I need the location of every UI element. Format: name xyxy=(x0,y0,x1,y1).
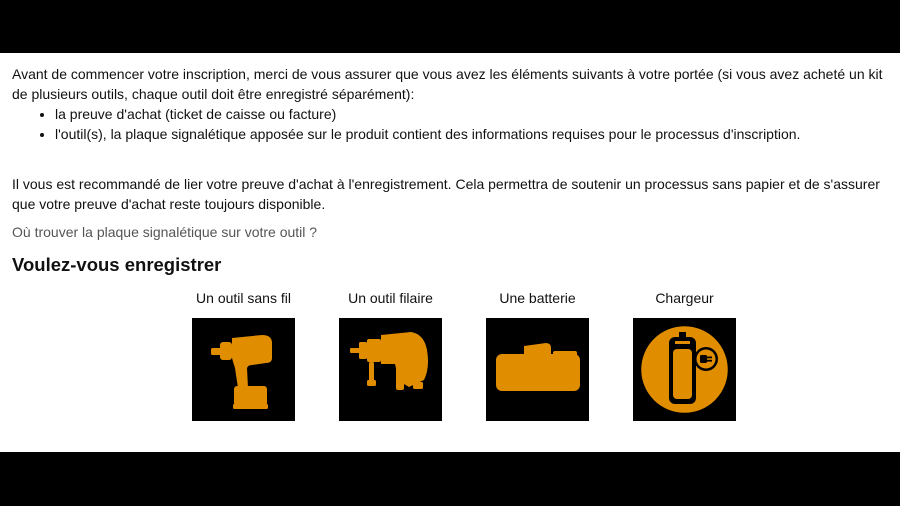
option-label: Chargeur xyxy=(655,290,714,306)
section-title: Voulez-vous enregistrer xyxy=(12,254,222,275)
option-label: Une batterie xyxy=(499,290,576,306)
option-cordless-tool[interactable] xyxy=(170,288,317,421)
intro-text: Avant de commencer votre inscription, merci de vous assurer que vous avez les éléments suivants à votre portée (si vous avez acheté un kit de plusieurs outils, chaque outil doit être enregistré séparément): xyxy=(12,66,883,102)
option-charger[interactable] xyxy=(611,288,758,421)
requirement-tool-nameplate: • l'outil(s), la plaque signalétique apposée sur le produit contient des informations requises pour le processus d'inscription. xyxy=(55,124,892,144)
product-type-options xyxy=(170,288,758,421)
battery-icon xyxy=(486,318,589,421)
bottom-letterbox-bar xyxy=(0,452,900,506)
nameplate-location-link[interactable]: Où trouver la plaque signalétique sur votre outil ? xyxy=(12,224,318,240)
registration-info xyxy=(12,64,892,278)
option-corded-tool[interactable] xyxy=(317,288,464,421)
corded-hammer-drill-icon xyxy=(339,318,442,421)
requirement-proof-of-purchase: • la preuve d'achat (ticket de caisse ou facture) xyxy=(55,104,892,124)
option-label: Un outil sans fil xyxy=(196,290,291,306)
charger-icon xyxy=(633,318,736,421)
top-letterbox-bar xyxy=(0,0,900,53)
option-label: Un outil filaire xyxy=(348,290,433,306)
option-battery[interactable] xyxy=(464,288,611,421)
requirements-list xyxy=(12,104,892,144)
recommendation-text: Il vous est recommandé de lier votre preuve d'achat à l'enregistrement. Cela permettra de soutenir un processus sans papier et de s'assurer que votre preuve d'achat reste toujours disponible. xyxy=(12,176,880,212)
cordless-drill-icon xyxy=(192,318,295,421)
